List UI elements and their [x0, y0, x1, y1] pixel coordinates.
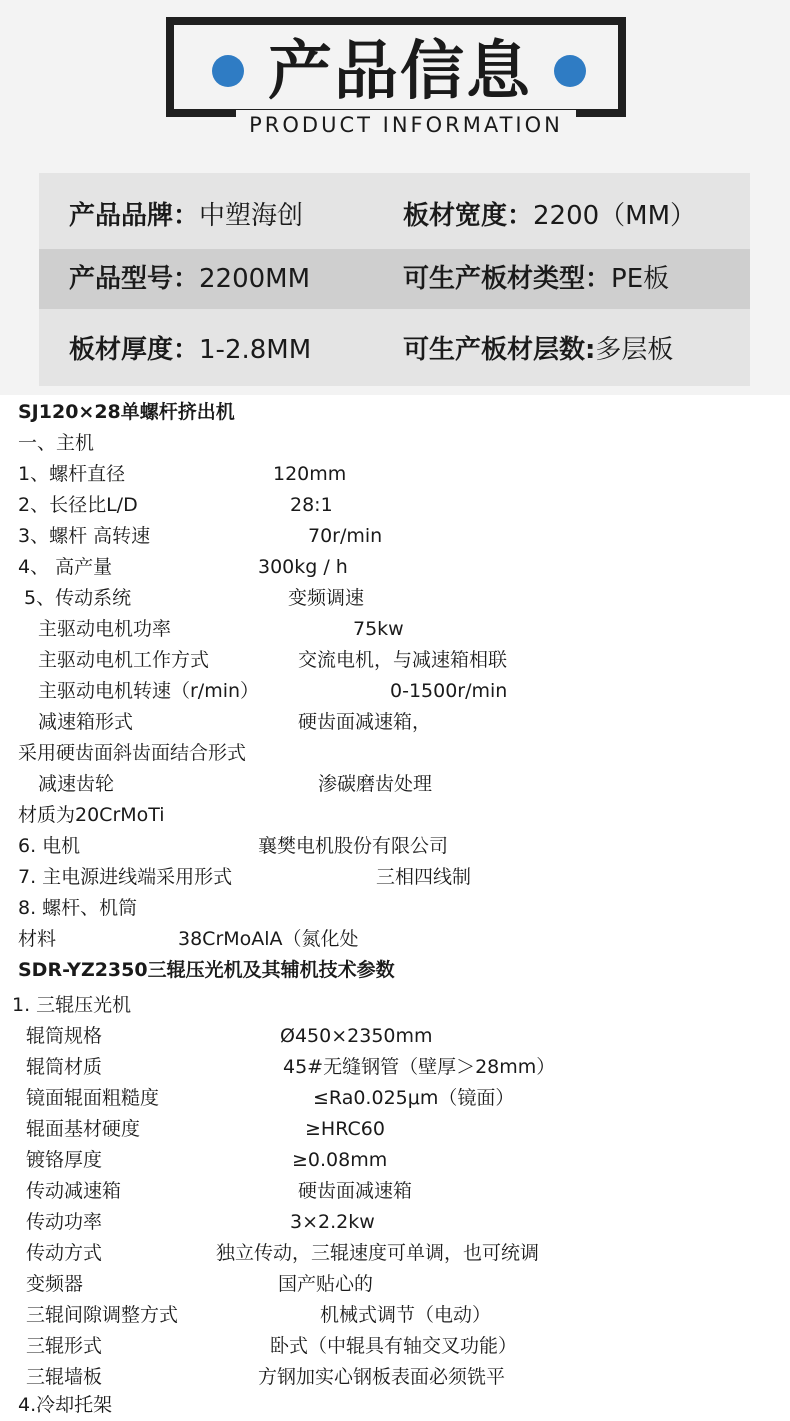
- info-cell-layers: [403, 319, 673, 381]
- spec-label: 三辊间隙调整方式: [26, 1304, 179, 1326]
- left-dot-icon: [212, 55, 244, 87]
- spec-value: ≤Ra0.025μm（镜面）: [313, 1087, 515, 1109]
- section-heading: SJ120×28单螺杆挤出机: [18, 401, 235, 423]
- info-row: [39, 185, 750, 247]
- spec-value: 机械式调节（电动）: [320, 1304, 492, 1326]
- info-cell-brand: [69, 185, 303, 247]
- spec-label: 主驱动电机工作方式: [38, 649, 210, 671]
- spec-value: 0-1500r/min: [390, 680, 508, 702]
- spec-value: 28:1: [290, 494, 333, 516]
- spec-label: 镀铬厚度: [26, 1149, 103, 1171]
- info-cell-type: [403, 249, 669, 309]
- spec-line-cut: 4.冷却托架: [18, 1394, 113, 1416]
- spec-line: 材质为20CrMoTi: [18, 804, 165, 826]
- spec-value: 变频调速: [288, 587, 365, 609]
- right-dot-icon: [554, 55, 586, 87]
- spec-value: 三相四线制: [376, 866, 472, 888]
- spec-value: ≥HRC60: [305, 1118, 385, 1140]
- spec-label: 材料: [18, 928, 57, 950]
- spec-line: 1. 三辊压光机: [12, 994, 132, 1016]
- spec-label: 减速箱形式: [38, 711, 134, 733]
- spec-value: ≥0.08mm: [292, 1149, 388, 1171]
- spec-label: 变频器: [26, 1273, 84, 1295]
- info-cell-width: [403, 185, 696, 247]
- spec-label: 三辊墙板: [26, 1366, 103, 1388]
- page-title: 产品信息: [268, 35, 532, 109]
- spec-value: 70r/min: [308, 525, 383, 547]
- spec-value: 3×2.2kw: [290, 1211, 375, 1233]
- spec-label: 6. 电机: [18, 835, 81, 857]
- info-key: 可生产板材类型：: [403, 264, 612, 294]
- spec-label: 主驱动电机转速（r/min）: [38, 680, 260, 702]
- info-key: 可生产板材层数:: [403, 335, 596, 365]
- info-value: 1-2.8MM: [199, 335, 312, 365]
- spec-label: 辊筒材质: [26, 1056, 103, 1078]
- spec-label: 减速齿轮: [38, 773, 115, 795]
- info-key: 板材宽度：: [403, 201, 534, 231]
- spec-label: 镜面辊面粗糙度: [26, 1087, 160, 1109]
- spec-line: 一、主机: [18, 432, 95, 454]
- spec-label: 三辊形式: [26, 1335, 103, 1357]
- spec-label: 传动减速箱: [26, 1180, 122, 1202]
- info-value: 多层板: [595, 335, 674, 365]
- info-key: 产品品牌：: [69, 201, 200, 231]
- spec-value: 300kg / h: [258, 556, 348, 578]
- info-cell-model: [69, 249, 310, 309]
- spec-label: 4、 高产量: [18, 556, 113, 578]
- section-heading: SDR-YZ2350三辊压光机及其辅机技术参数: [18, 959, 395, 981]
- info-value: 中塑海创: [199, 201, 304, 231]
- spec-label: 1、螺杆直径: [18, 463, 126, 485]
- spec-value: 国产贴心的: [278, 1273, 374, 1295]
- info-key: 产品型号：: [69, 264, 200, 294]
- spec-line: 采用硬齿面斜齿面结合形式: [18, 742, 247, 764]
- page-subtitle: PRODUCT INFORMATION: [236, 110, 576, 140]
- info-value: 2200（MM）: [533, 201, 697, 231]
- info-row: [39, 319, 750, 381]
- spec-label: 传动功率: [26, 1211, 103, 1233]
- spec-line: 8. 螺杆、机筒: [18, 897, 138, 919]
- spec-value: 襄樊电机股份有限公司: [258, 835, 449, 857]
- spec-label: 3、螺杆 高转速: [18, 525, 151, 547]
- spec-value: 38CrMoAlA（氮化处: [178, 928, 359, 950]
- spec-label: 2、长径比L/D: [18, 494, 138, 516]
- spec-value: 75kw: [353, 618, 404, 640]
- info-value: PE板: [611, 264, 670, 294]
- spec-value: 45#无缝钢管（壁厚＞28mm）: [283, 1056, 556, 1078]
- info-value: 2200MM: [199, 264, 311, 294]
- header-banner: [0, 0, 790, 395]
- spec-label: 传动方式: [26, 1242, 103, 1264]
- spec-value: 独立传动，三辊速度可单调，也可统调: [216, 1242, 540, 1264]
- spec-label: 7. 主电源进线端采用形式: [18, 866, 233, 888]
- spec-value: 渗碳磨齿处理: [318, 773, 433, 795]
- spec-label: 5、传动系统: [24, 587, 132, 609]
- spec-value: 硬齿面减速箱，: [298, 711, 432, 733]
- spec-value: 交流电机，与减速箱相联: [298, 649, 508, 671]
- info-cell-thickness: [69, 319, 311, 381]
- spec-value: 卧式（中辊具有轴交叉功能）: [270, 1335, 518, 1357]
- product-info-table: [39, 173, 750, 386]
- spec-value: 120mm: [273, 463, 347, 485]
- spec-label: 辊面基材硬度: [26, 1118, 141, 1140]
- info-key: 板材厚度：: [69, 335, 200, 365]
- spec-value: 硬齿面减速箱: [298, 1180, 413, 1202]
- spec-value: Ø450×2350mm: [280, 1025, 433, 1047]
- info-row: [39, 249, 750, 309]
- spec-label: 主驱动电机功率: [38, 618, 172, 640]
- spec-value: 方钢加实心钢板表面必须铣平: [258, 1366, 506, 1388]
- spec-label: 辊筒规格: [26, 1025, 103, 1047]
